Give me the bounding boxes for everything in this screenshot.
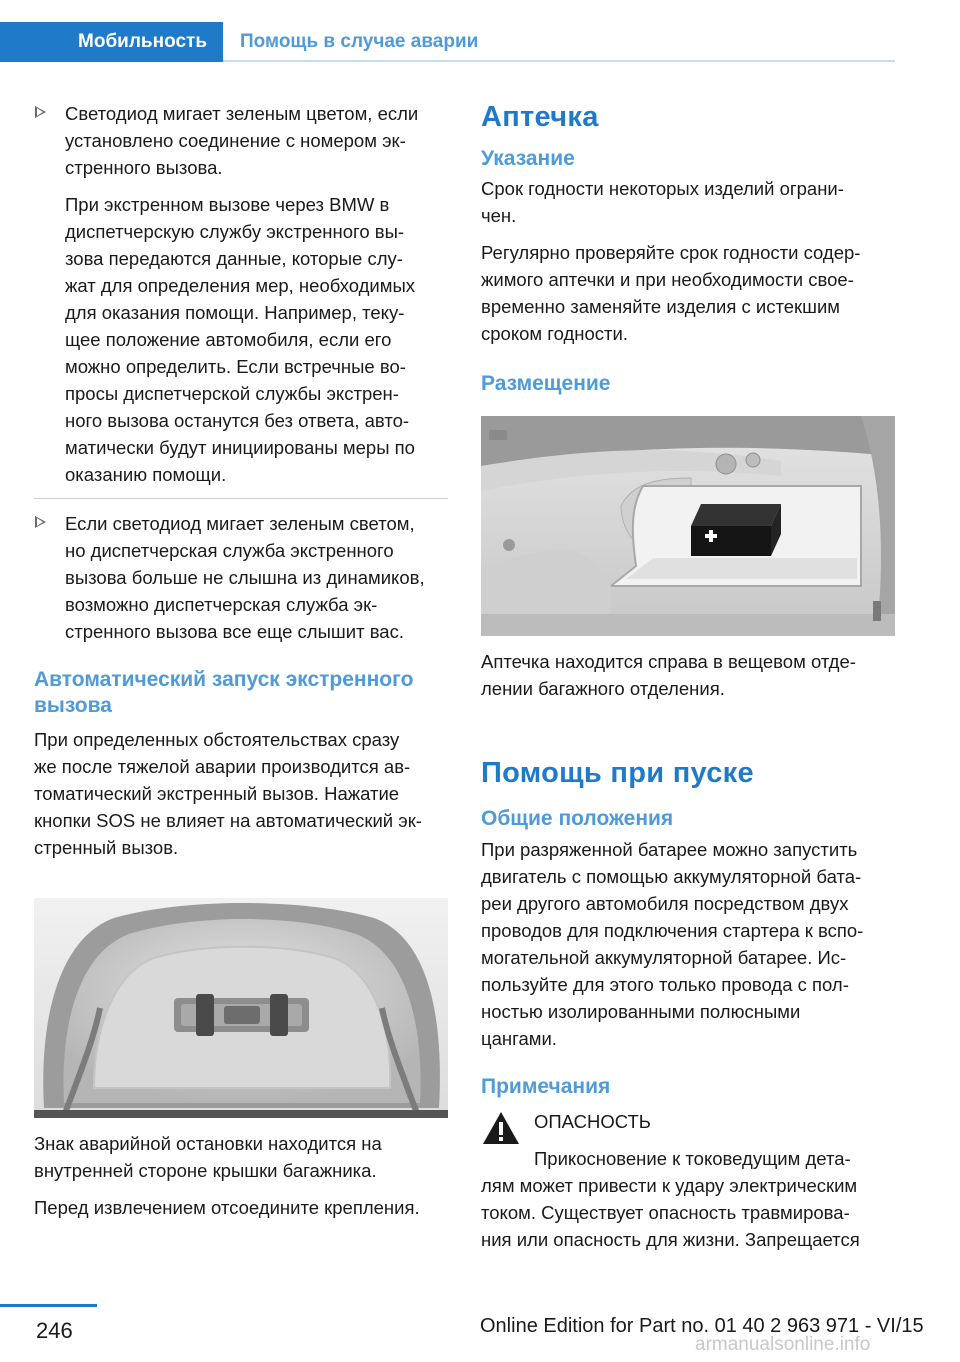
danger-text: Прикосновение к токоведущим дета- лям может привести к удару электрическим током. Существует опасность травмирова- ния или опасность для жизни. Запрещается	[481, 1148, 860, 1250]
first-aid-caption: Аптечка находится справа в вещевом отде- лении багажного отделения.	[481, 651, 856, 699]
watermark: armanualsonline.info	[695, 1334, 871, 1355]
note-heading: Указание	[481, 147, 575, 170]
warning-triangle-icon	[481, 1110, 521, 1146]
right-lower-section	[481, 648, 895, 1253]
first-aid-kit-image	[481, 416, 895, 636]
trunk-lid-image	[34, 898, 448, 1118]
notes-heading: Примечания	[481, 1075, 611, 1098]
auto-call-heading: Автоматический запуск экстренного вызова	[34, 668, 414, 717]
footer-rule	[0, 1304, 97, 1307]
left-column	[34, 100, 448, 939]
left-bottom-text	[34, 1130, 448, 1221]
triangle-caption: Знак аварийной остановки находится на внутренней стороне крышки багажника.	[34, 1133, 382, 1181]
page-number: 246	[36, 1318, 73, 1343]
bullet-triangle-icon	[35, 516, 46, 528]
danger-label: ОПАСНОСТЬ	[534, 1111, 651, 1132]
bullet-item	[34, 510, 448, 645]
header-divider	[223, 60, 895, 62]
bullet-triangle-icon	[35, 106, 46, 118]
danger-block	[481, 1108, 895, 1253]
tab-emergency-help[interactable]: Помощь в случае аварии	[240, 31, 479, 52]
general-heading: Общие положения	[481, 807, 674, 830]
general-text: При разряженной батарее можно запустить двигатель с помощью аккумуляторной бата- реи другого автомобиля посредством двух проводов для подключения стартера к вспо- могательной аккумуляторной батарее. Ис- пользуйте для этого только провода с пол- ностью изолированными полюсными цангами.	[481, 839, 864, 1049]
jump-start-heading: Помощь при пуске	[481, 757, 754, 789]
bullet-text: Если светодиод мигает зеленым светом, но диспетчерская служба экстренного вызова больше не слышна из динамиков, возможно диспетчерская служба эк- стренного вызова все еще слышит вас.	[65, 513, 425, 642]
right-column	[481, 100, 895, 397]
bullet-continuation: При экстренном вызове через BMW в диспетчерскую службу экстренного вы- зова передаются данные, которые слу- жат для определения мер, необходимых для оказания помощи. Например, теку- щее положение автомобиля, если его можно определить. Если встречные во- просы диспетчерской службы экстрен- ного вызова останутся без ответа, авто- матически будут инициированы меры по оказанию помощи.	[65, 194, 416, 485]
bullet-divider	[34, 498, 448, 499]
tab-mobility[interactable]: Мобильность	[0, 22, 223, 62]
placement-heading: Размещение	[481, 372, 611, 395]
auto-call-text: При определенных обстоятельствах сразу же после тяжелой аварии производится ав- томатический экстренный вызов. Нажатие кнопки SOS не влияет на автоматический эк- стренный вызов.	[34, 729, 422, 858]
note-text: Срок годности некоторых изделий ограни- чен.	[481, 178, 844, 226]
edition-text: Online Edition for Part no. 01 40 2 963 971 - VI/15	[480, 1315, 924, 1337]
first-aid-heading: Аптечка	[481, 101, 599, 133]
note-text-2: Регулярно проверяйте срок годности содер- жимого аптечки и при необходимости свое- временно заменяйте изделия с истекшим сроком годности.	[481, 242, 861, 344]
page-header	[0, 22, 895, 62]
bullet-item	[34, 100, 448, 488]
bullet-text: Светодиод мигает зеленым цветом, если установлено соединение с номером эк- стренного вызова.	[65, 103, 419, 178]
triangle-remove-text: Перед извлечением отсоедините крепления.	[34, 1197, 420, 1218]
